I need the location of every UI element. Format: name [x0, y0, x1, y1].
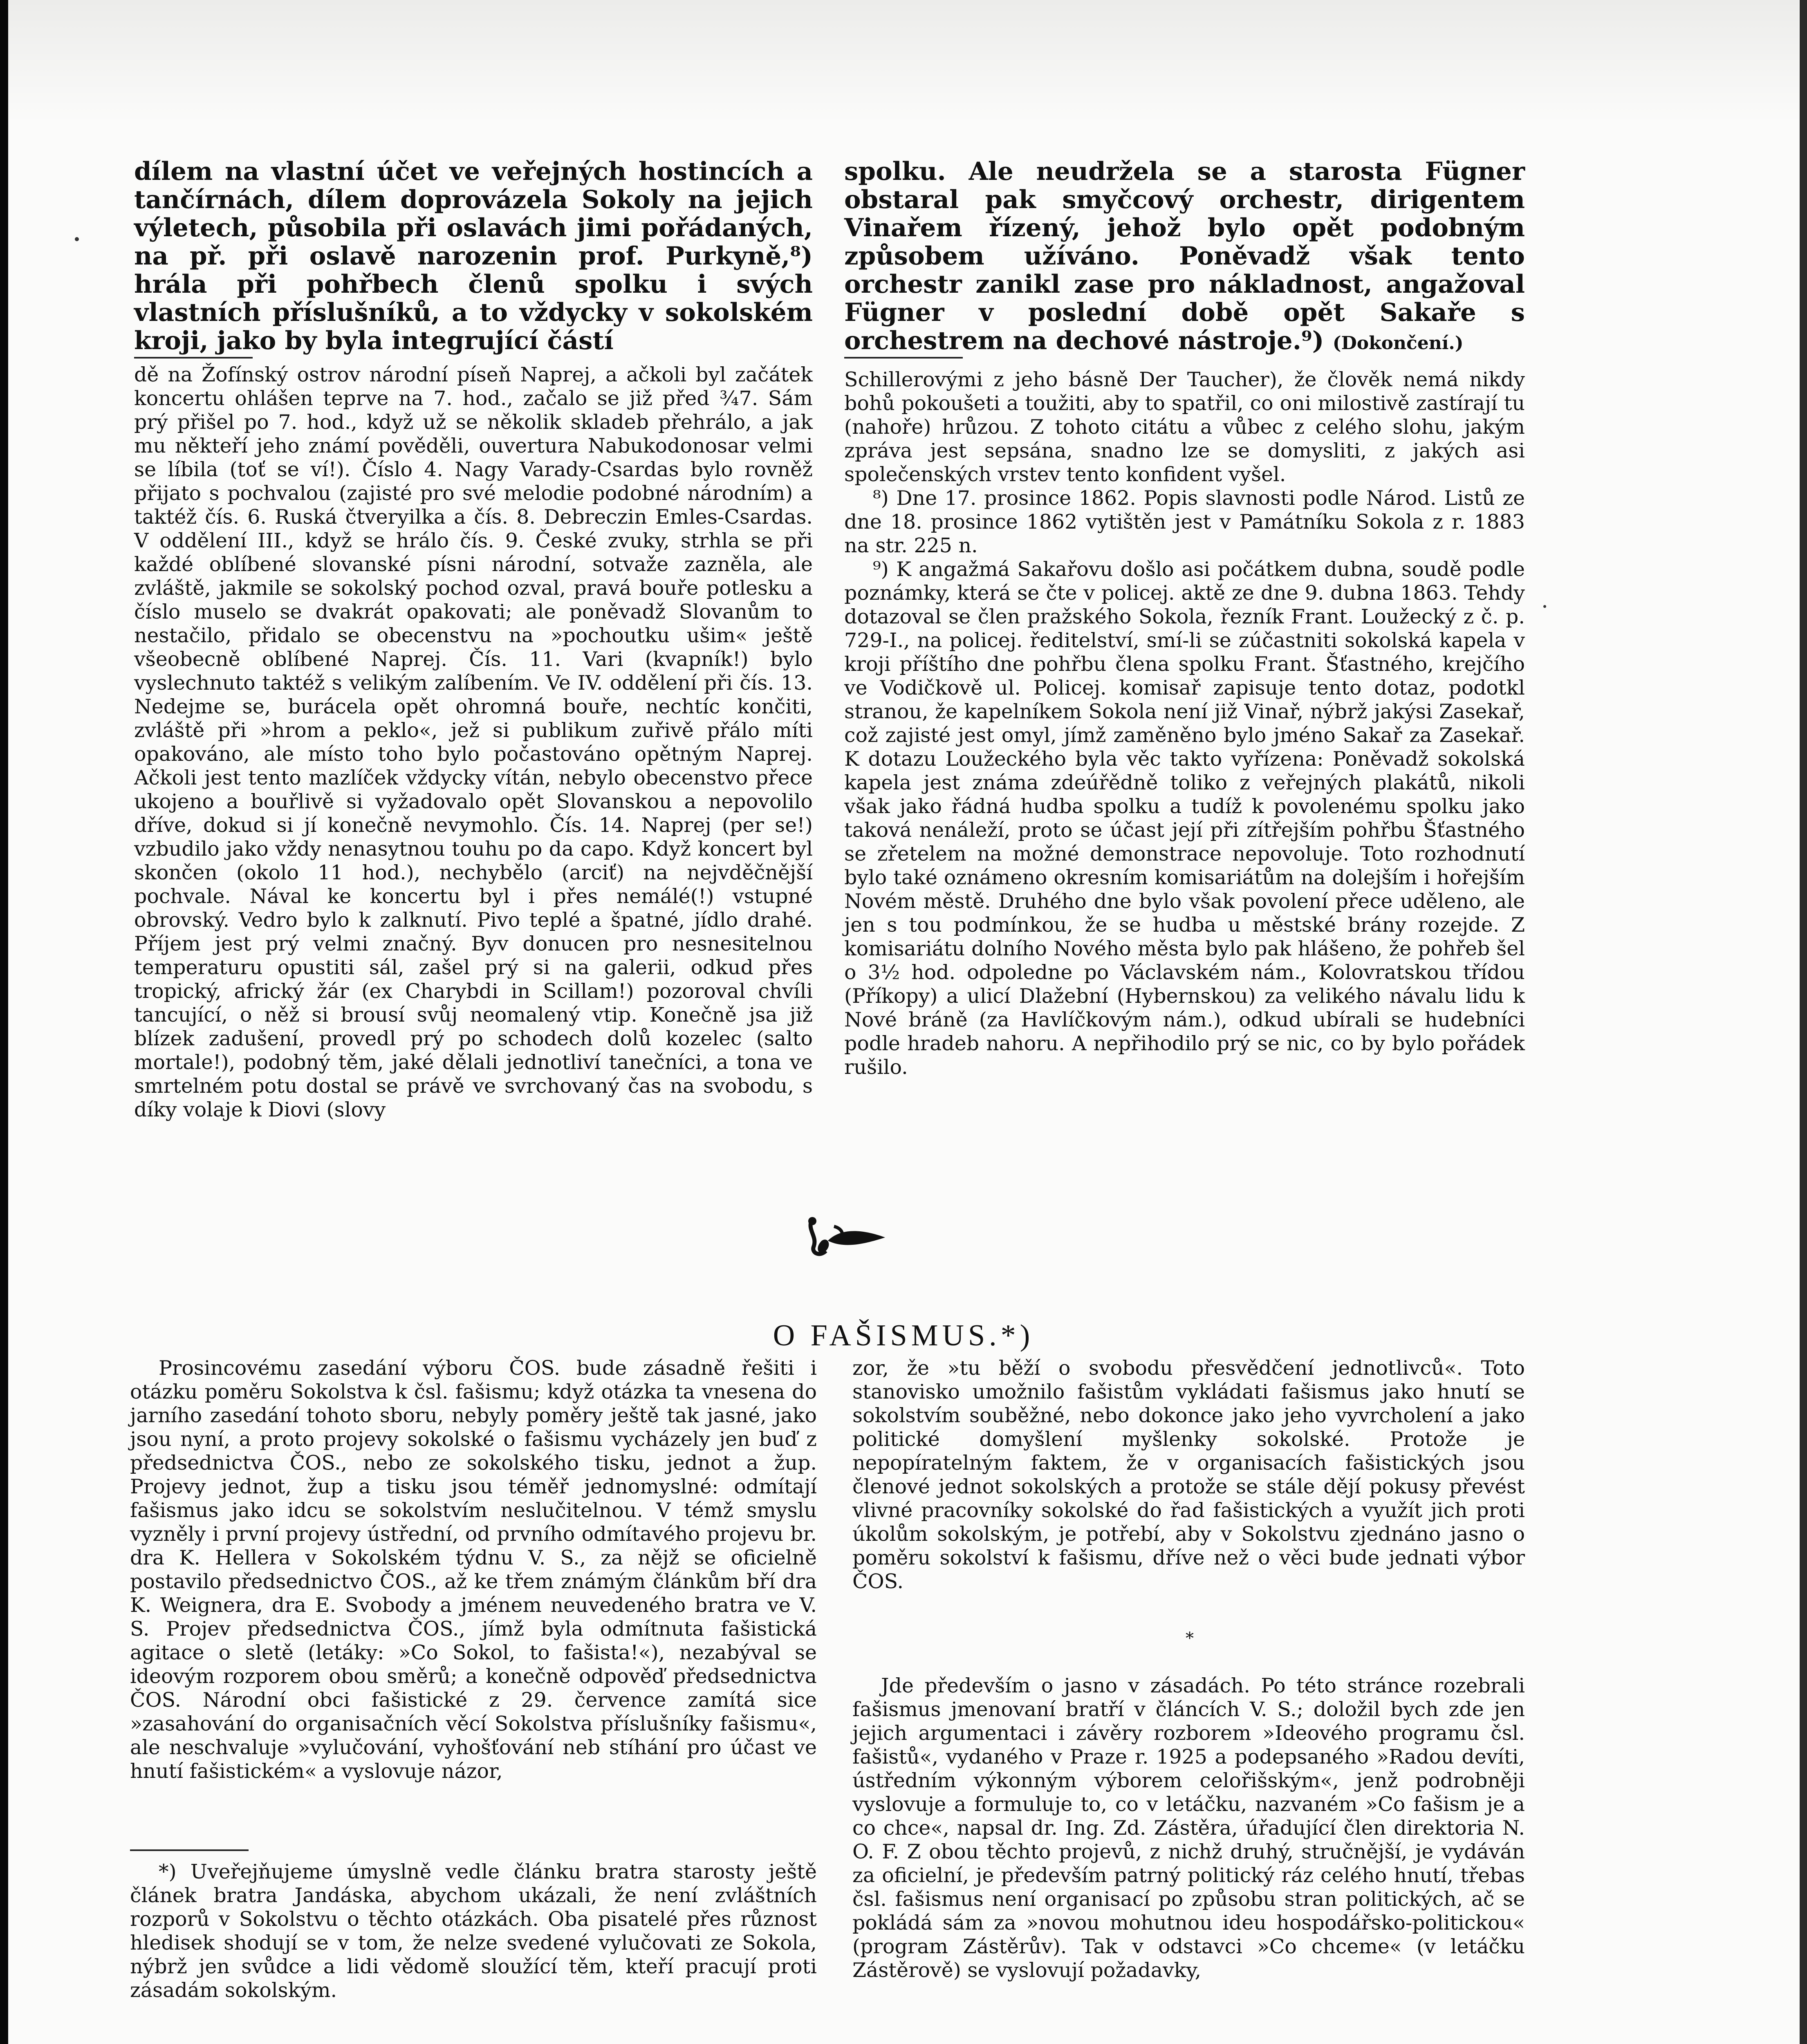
fas-right-b-column: [852, 1674, 1525, 1982]
fleuron-ornament-icon: [803, 1212, 889, 1261]
fas-right-b: Jde především o jasno v zásadách. Po této stránce rozebrali fašismus jmenovaní bratří v článcích V. S.; doložil bych zde jen jejich argumentaci i závěry rozborem »Ideového programu čsl. fašistů«, vydaného v Praze r. 1925 a podepsaného »Radou devíti, ústředním výkonným výborem celořišským«, jenž podrobněji vyslovuje a formuluje to, co v letáčku, nazvaném »Co fašism je a co chce«, napsal dr. Ing. Zd. Zástěra, úřadující člen direktoria N. O. F. Z obou těchto projevů, z nichž druhý, stručnější, je vydáván za oficielní, je především patrný politický ráz celého hnutí, třebas čsl. fašismus není organisací po způsobu stran politických, ač se pokládá sám za »novou mohutnou ideu hospodářsko-politickou« (program Zástěrův). Tak v odstavci »Co chceme« (v letáčku Zástěrově) se vyslovují požadavky,: [852, 1674, 1525, 1982]
margin-speck: [75, 237, 79, 241]
fas-footnote-rule: [130, 1849, 249, 1851]
fas-right-a: zor, že »tu běží o svobodu přesvědčení jednotlivců«. Toto stanovisko umožnilo fašistům vykládati fašismus jako hnutí se sokolstvím souběžné, nebo dokonce jako jeho vyvrcholení a jako politické domyšlení myšlenky sokolské. Protože je nepopíratelným faktem, že v organisacích fašistických jsou členové jednot sokolských a protože se stále dějí pokusy převést vlivné pracovníky sokolské do řad fašistických a využít jich proti úkolům sokolským, je potřebí, aby v Sokolstvu zjednáno jasno o poměru sokolství k fašismu, dříve než o věci bude jednati výbor ČOS.: [852, 1356, 1525, 1593]
fas-right-column: [852, 1356, 1525, 1594]
fas-footnote-column: [130, 1860, 817, 2002]
left-footnote-column: [134, 363, 813, 1122]
fas-left-column: [130, 1356, 817, 1783]
article-title: O FAŠISMUS.*): [773, 1319, 1034, 1352]
left-footnote-text: dě na Žofínský ostrov národní píseň Naprej, a ačkoli byl začátek koncertu ohlášen teprve na 7. hod., začalo se již před ¾7. Sám prý přišel po 7. hod., když už se několik skladeb přehrálo, a jak mu někteří jeho známí pověděli, ouvertura Nabukodonosar velmi se líbila (toť se ví!). Číslo 4. Nagy Varady-Csardas bylo rovněž přijato s pochvalou (zajisté pro své melodie podobné národním) a taktéž čís. 6. Ruská čtveryilka a čís. 8. Debreczin Emles-Csardas. V oddělení III., když se hrálo čís. 9. České zvuky, strhla se při každé oblíbené slovanské písni národní, sotvaže zazněla, ale zvláště, jakmile se sokolský pochod ozval, pravá bouře potlesku a číslo muselo se dvakrát opakovati; ale poněvadž Slovanům to nestačilo, přidalo se obecenstvu na »pochoutku ušim« ještě všeobecně oblíbené Naprej. Čís. 11. Vari (kvapník!) bylo vyslechnuto taktéž s velikým zalíbením. Ve IV. oddělení při čís. 13. Nedejme se, burácela opět ohromná bouře, nechtíc končiti, zvláště při »hrom a peklo«, jež si publikum zuřivě přálo míti opakováno, ale místo toho bylo počastováno opětným Naprej. Ačkoli jest tento mazlíček vždycky vítán, nebylo obecenstvo přece ukojeno a bouřlivě si vyžadovalo opět Slovanskou a nepovolilo dříve, dokud si jí konečně nevymohlo. Čís. 14. Naprej (per se!) vzbudilo jako vždy nenasytnou touhu po da capo. Když koncert byl skončen (okolo 11 hod.), nechybělo (arciť) na nejvděčnější pochvale. Nával ke koncertu byl i přes nemálé(!) vstupné obrovský. Vedro bylo k zalknutí. Pivo teplé a špatné, jídlo drahé. Příjem jest prý velmi značný. Byv donucen pro nesnesitelnou temperaturu opustiti sál, zašel prý si na galerii, odkud přes tropický, africký žár (ex Charybdi in Scillam!) pozoroval chvíli tancující, o něž si brousí svůj neomalený vtip. Konečně jsa již blízek zadušení, provedl prý po schodech dolů kozelec (salto mortale!), podobný těm, jaké dělali jednotliví tanečníci, a tona ve smrtelném potu dostal se právě ve svrchovaný čas na svobodu, s díky volaje k Diovi (slovy: [134, 363, 813, 1121]
left-top-column: [134, 157, 813, 355]
right-footnote-a: Schillerovými z jeho básně Der Taucher), že člověk nemá nikdy bohů pokoušeti a toužiti, aby to spatřil, co oni milostivě zastírají tu (nahoře) hrůzou. Z tohoto citátu a vůbec z celého slohu, jakým zpráva jest sepsána, snadno lze se domysliti, z jakých asi společenských vrstev tento konfident vyšel.: [844, 368, 1525, 486]
right-top-text: spolku. Ale neudržela se a starosta Fügner obstaral pak smyčcový orchestr, dirigentem Vinařem řízený, jehož bylo opět podobným způsobem užíváno. Poněvadž však tento orchestr zanikl zase pro nákladnost, angažoval Fügner v poslední době opět Sakaře s orchestrem na dechové nástroje.⁹) (Dokončení.): [844, 157, 1525, 355]
left-top-text: dílem na vlastní účet ve veřejných hostincích a tančírnách, dílem doprovázela Sokoly na jejich výletech, působila při oslavách jimi pořádaných, na př. při oslavě narozenin prof. Purkyně,⁸) hrála při pohřbech členů spolku i svých vlastních příslušníků, a to vždycky v sokolském kroji, jako by byla integrující částí: [134, 157, 813, 355]
right-top-column: [844, 157, 1525, 357]
fas-footnote-text: *) Uveřejňujeme úmyslně vedle článku bratra starosty ještě článek bratra Jandáska, abychom ukázali, že není zvláštních rozporů v Sokolstvu o těchto otázkách. Oba pisatelé přes různost hledisek shodují se v tom, že nelze svedené vylučovati ze Sokola, nýbrž jen svůdce a lidi vědomě sloužící těm, kteří pracují proti zásadám sokolským.: [130, 1860, 817, 2002]
paper-texture: [8, 0, 1799, 123]
margin-speck: [1543, 605, 1546, 608]
continuation-mark: (Dokončení.): [1332, 333, 1464, 354]
right-footnote-c: ⁹) K angažmá Sakařovu došlo asi počátkem dubna, soudě podle poznámky, která se čte v policej. aktě ze dne 9. dubna 1863. Tehdy dotazoval se člen pražského Sokola, řezník Frant. Loužecký z č. p. 729-I., na policej. ředitelství, smí-li se zúčastniti sokolská kapela v kroji příštího dne pohřbu člena spolku Frant. Šťastného, krejčího ve Vodičkově ul. Policej. komisař zapisuje tento dotaz, podotkl stranou, že kapelníkem Sokola není již Vinař, nýbrž jakýsi Zasekař, což zajisté jest omyl, jímž zaměněno bylo jméno Sakař za Zasekař. K dotazu Loužeckého byla věc takto vyřízena: Poněvadž sokolská kapela jest známa zdeúřědně toliko z veřejných plakátů, nikoli však jako řádná hudba spolku a tudíž k povolenému spolku jako taková nenáleží, proto se účast její při zítřejším pohřbu Šťastného se zřetelem na možné demonstrace nepovoluje. Toto rozhodnutí bylo také oznámeno okresním komisariátům na dolejším i hořejším Novém městě. Druhého dne bylo však povolení přece uděleno, ale jen s tou podmínkou, že se hudba u městské brány rozejde. Z komisariátu dolního Nového města bylo pak hlášeno, že pohřeb šel o 3½ hod. odpoledne po Václavském nám., Kolovratskou třídou (Příkopy) a ulicí Dlažební (Hybernskou) za velikého návalu lidu k Nové bráně (za Havlíčkovým nám.), odkud ubírali se hudebníci podle hradeb nahoru. A nepřihodilo prý se nic, co by bylo pořádek rušilo.: [844, 558, 1525, 1079]
left-footnote-rule: [134, 357, 253, 359]
section-star: *: [1186, 1629, 1194, 1648]
right-footnote-b: ⁸) Dne 17. prosince 1862. Popis slavnosti podle Národ. Listů ze dne 18. prosince 1862 vytištěn jest v Památníku Sokola z r. 1883 na str. 225 n.: [844, 486, 1525, 557]
fas-left-text: Prosincovému zasedání výboru ČOS. bude zásadně řešiti i otázku poměru Sokolstva k čsl. fašismu; když otázka ta vnesena do jarního zasedání tohoto sboru, nebyly poměry ještě tak jasné, jako jsou nyní, a proto projevy sokolské o fašismu vycházely jen buď z předsednictva ČOS., nebo ze sokolského tisku, jednot a žup. Projevy jednot, žup a tisku jsou téměř jednomyslné: odmítají fašismus jako idcu se sokolstvím neslučitelnou. V témž smyslu vyzněly i první projevy ústřední, od prvního odmítavého projevu br. dra K. Hellera v Sokolském týdnu V. S., za nějž se oficielně postavilo předsednictvo ČOS., až ke třem známým článkům bří dra K. Weignera, dra E. Svobody a jménem neuvedeného bratra ve V. S. Projev předsednictva ČOS., jímž byla odmítnuta fašistická agitace o sletě (letáky: »Co Sokol, to fašista!«), nezabýval se ideovým rozporem obou směrů; a konečně odpověď předsednictva ČOS. Národní obci fašistické z 29. července zamítá sice »zasahování do organisačních věcí Sokolstva příslušníky fašismu«, ale neschvaluje »vylučování, vyhošťování neb stíhání pro účast ve hnutí fašistickém« a vyslovuje názor,: [130, 1356, 817, 1783]
right-footnote-column: [844, 368, 1525, 1079]
right-footnote-rule: [844, 357, 963, 359]
